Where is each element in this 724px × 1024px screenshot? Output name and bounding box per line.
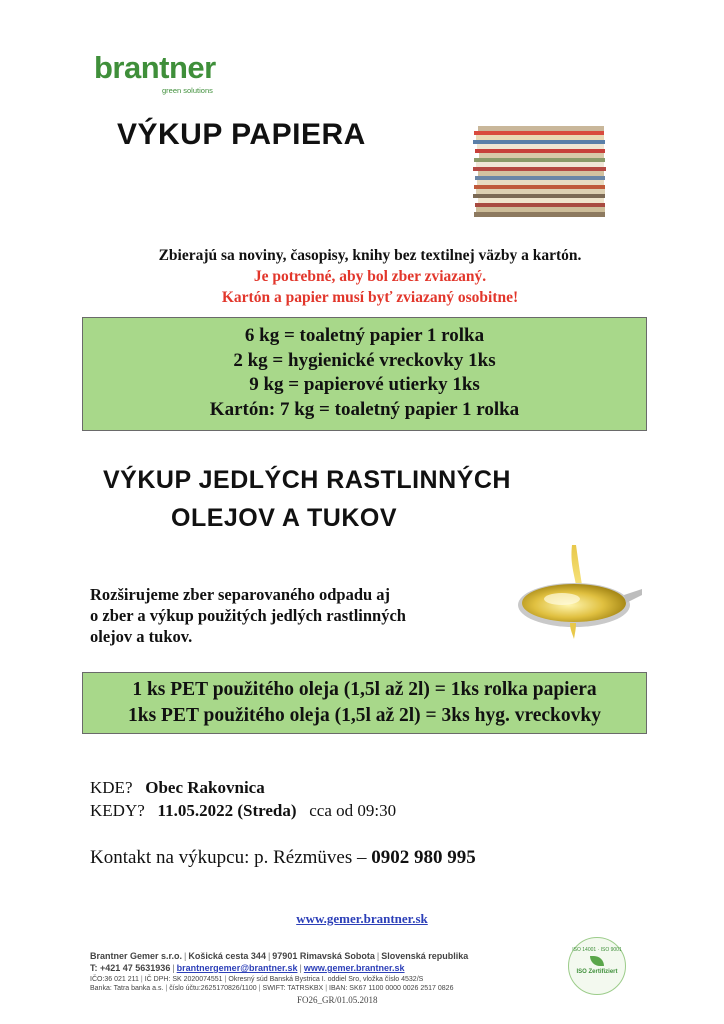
oil-rates-box <box>82 672 647 734</box>
paper-warning-line: Kartón a papier musí byť zviazaný osobitne! <box>221 289 519 306</box>
oil-rate: 1ks PET použitého oleja (1,5l až 2l) = 3ks hyg. vreckovky <box>128 705 601 726</box>
paper-rate: 2 kg = hygienické vreckovky 1ks <box>233 349 496 371</box>
footer-court: Okresný súd Banská Bystrica I. oddiel Sro, vložka číslo 4532/S <box>228 976 424 983</box>
paper-rate: 6 kg = toaletný papier 1 rolka <box>244 325 485 346</box>
where-row <box>90 777 265 799</box>
footer-phone: T: +421 47 5631936 <box>90 963 171 973</box>
footer-dic: IČ DPH: SK 2020074551 <box>144 976 223 983</box>
brantner-logo: brantner <box>94 50 216 85</box>
footer-email-link[interactable]: brantnergemer@brantner.sk <box>176 963 298 973</box>
footer-address: 97901 Rimavská Sobota <box>272 951 375 961</box>
paper-intro-line: Zbierajú sa noviny, časopisy, knihy bez textilnej väzby a kartón. <box>158 247 582 264</box>
oil-spoon-image <box>512 545 642 641</box>
iso-badge-bottom: ISO Zertifiziert <box>576 969 618 975</box>
oil-title-line: VÝKUP JEDLÝCH RASTLINNÝCH <box>103 466 511 494</box>
oil-description-line: Rozširujeme zber separovaného odpadu aj <box>90 585 391 604</box>
where-label: KDE? <box>90 778 133 797</box>
iso-certified-badge <box>568 937 626 995</box>
footer-iban: IBAN: SK67 1100 0000 0026 2517 0826 <box>329 985 454 992</box>
footer-country: Slovenská republika <box>381 951 469 961</box>
document-code: FO26_GR/01.05.2018 <box>297 995 378 1005</box>
contact-phone: 0902 980 995 <box>371 847 476 868</box>
oil-description-line: o zber a výkup použitých jedlých rastlinných <box>90 606 406 625</box>
oil-description-line: olejov a tukov. <box>90 627 193 646</box>
oil-title-line: OLEJOV A TUKOV <box>171 504 398 532</box>
oil-rate: 1 ks PET použitého oleja (1,5l až 2l) = 1ks rolka papiera <box>132 679 597 700</box>
iso-leaf-icon <box>590 956 604 966</box>
oil-description <box>90 584 510 647</box>
paper-warning-line: Je potrebné, aby bol zber zviazaný. <box>253 268 487 285</box>
iso-badge-top: ISO 14001 · ISO 9001 <box>572 947 622 953</box>
footer-company: Brantner Gemer s.r.o. <box>90 951 183 961</box>
footer-address: Košická cesta 344 <box>188 951 266 961</box>
footer-ico: IČO:36 021 211 <box>90 976 139 983</box>
when-date: 11.05.2022 (Streda) <box>157 801 297 820</box>
paper-rate: 9 kg = papierové utierky 1ks <box>249 374 480 395</box>
paper-title: VÝKUP PAPIERA <box>117 118 366 151</box>
paper-rates-box <box>82 317 647 431</box>
paper-rate: Kartón: 7 kg = toaletný papier 1 rolka <box>209 398 520 420</box>
where-value: Obec Rakovnica <box>145 778 265 797</box>
paper-intro <box>110 245 630 308</box>
paper-stack-image <box>470 122 612 220</box>
when-row <box>90 800 396 822</box>
footer-line-2: T: +421 47 5631936 | brantnergemer@brantner.sk | www.gemer.brantner.sk <box>90 963 405 973</box>
when-label: KEDY? <box>90 801 145 820</box>
logo-tagline: green solutions <box>162 86 213 95</box>
footer-line-4: Banka: Tatra banka a.s. | číslo účtu:2625170826/1100 | SWIFT: TATRSKBX | IBAN: SK67 1100 0000 0026 2517 0826 <box>90 985 454 992</box>
contact-row <box>90 847 476 869</box>
footer-line-1: Brantner Gemer s.r.o. | Košická cesta 344 | 97901 Rimavská Sobota | Slovenská republika <box>90 951 469 961</box>
when-time: cca od 09:30 <box>309 801 397 820</box>
footer-line-3: IČO:36 021 211 | IČ DPH: SK 2020074551 | Okresný súd Banská Bystrica I. oddiel Sro, vložka číslo 4532/S <box>90 976 424 983</box>
footer-account: číslo účtu:2625170826/1100 <box>169 985 257 992</box>
footer-bank: Banka: Tatra banka a.s. <box>90 985 164 992</box>
footer-swift: SWIFT: TATRSKBX <box>262 985 324 992</box>
footer-web-link[interactable]: www.gemer.brantner.sk <box>303 963 405 973</box>
website-link[interactable]: www.gemer.brantner.sk <box>296 911 428 926</box>
contact-label: Kontakt na výkupcu: p. Rézmüves – <box>90 847 367 868</box>
